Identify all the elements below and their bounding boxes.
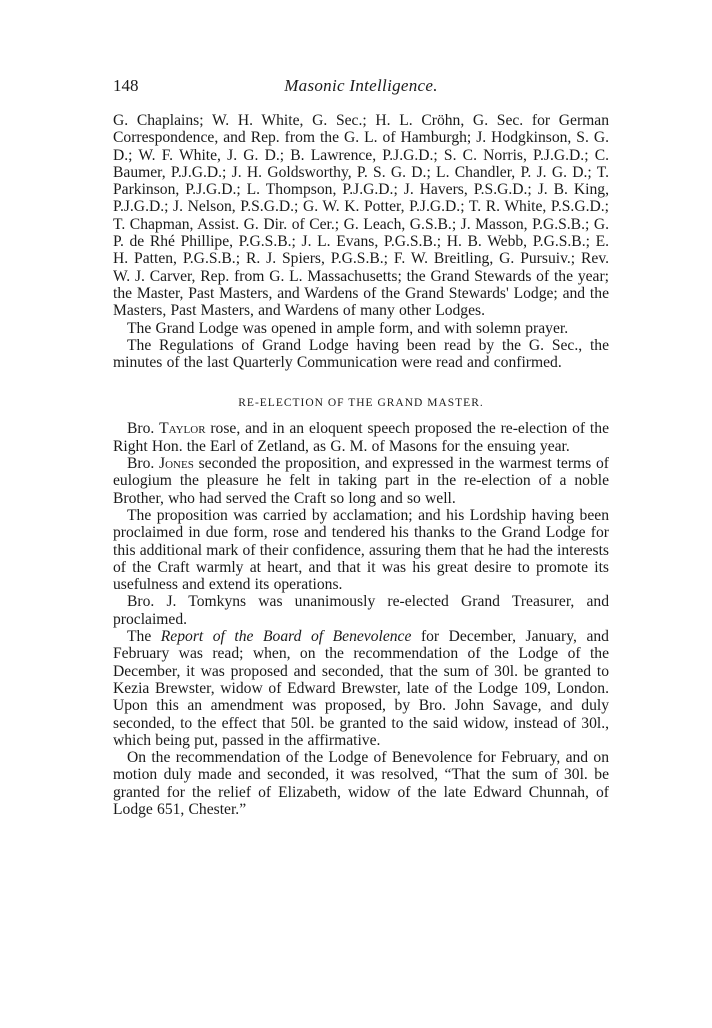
taylor-text: rose, and in an eloquent speech proposed the re-election of the Right Hon. the Earl of Zetland, as G. M. of Masons for the ensuing year. (113, 420, 609, 455)
benevolence-report-paragraph (113, 628, 609, 749)
section-heading: RE-ELECTION OF THE GRAND MASTER. (238, 397, 484, 410)
attendees-paragraph: G. Chaplains; W. H. White, G. Sec.; H. L. Cröhn, G. Sec. for German Correspondence, and Rep. from the G. L. of Hamburgh; J. Hodgkinson, S. G. D.; W. F. White, J. G. D.; B. Lawrence, P.J.G.D.; S. C. Norris, P.J.G.D.; C. Baumer, P.J.G.D.; J. H. Goldsworthy, P. S. G. D.; L. Chandler, P. J. G. D.; T. Parkinson, P.J.G.D.; L. Thompson, P.J.G.D.; J. Havers, P.S.G.D.; J. B. King, P.J.G.D.; J. Nelson, P.S.G.D.; G. W. K. Potter, P.J.G.D.; T. R. White, P.S.G.D.; T. Chapman, Assist. G. Dir. of Cer.; G. Leach, G.S.B.; J. Masson, P.G.S.B.; G. P. de Rhé Phillipe, P.G.S.B.; J. L. Evans, P.G.S.B.; H. B. Webb, P.G.S.B.; E. H. Patten, P.G.S.B.; R. J. Spiers, P.G.S.B.; F. W. Breitling, G. Pursuiv.; Rev. W. J. Carver, Rep. from G. L. Massachusetts; the Grand Stewards of the year; the Master, Past Masters, and Wardens of the Grand Stewards' Lodge; and the Masters, Past Masters, and Wardens of many other Lodges. (113, 112, 609, 320)
report-text: for December, January, and February was read; when, on the recommendation of the Lodge of the December, it was proposed and seconded, that the sum of 30l. be granted to Kezia Brewster, widow of Edward Brewster, late of the Lodge 109, London. Upon this an amendment was proposed, by Bro. John Savage, and duly seconded, to the effect that 50l. be granted to the said widow, instead of 30l., which being put, passed in the affirmative. (113, 628, 609, 749)
page-number: 148 (113, 76, 139, 95)
journal-title: Masonic Intelligence. (284, 76, 438, 95)
running-head (113, 76, 609, 102)
bro-prefix: Bro. (127, 420, 160, 438)
bro-prefix: Bro. (127, 455, 160, 473)
taylor-paragraph (113, 420, 609, 455)
speaker-name-taylor: Taylor (159, 420, 206, 438)
report-lead: The (127, 628, 161, 646)
jones-paragraph (113, 455, 609, 507)
resolution-paragraph: On the recommendation of the Lodge of Benevolence for February, and on motion duly made and seconded, it was resolved, “That the sum of 30l. be granted for the relief of Elizabeth, widow of the late Edward Chunnah, of Lodge 651, Chester.” (113, 749, 609, 818)
jones-text: seconded the proposition, and expressed in the warmest terms of eulogium the pleasure he felt in taking part in the re-election of a noble Brother, who had served the Craft so long and so well. (113, 455, 609, 507)
acclamation-paragraph: The proposition was carried by acclamation; and his Lordship having been proclaimed in due form, rose and tendered his thanks to the Grand Lodge for this additional mark of their confidence, assuring them that he had the interests of the Craft warmly at heart, and that it was his great desire to promote its usefulness and extend its operations. (113, 506, 609, 594)
opening-paragraph: The Grand Lodge was opened in ample form, and with solemn prayer. (127, 319, 569, 337)
speaker-name-jones: Jones (159, 455, 194, 473)
treasurer-paragraph: Bro. J. Tomkyns was unanimously re-elected Grand Treasurer, and proclaimed. (113, 593, 609, 628)
regulations-paragraph: The Regulations of Grand Lodge having been read by the G. Sec., the minutes of the last Quarterly Communication were read and confirmed. (113, 336, 609, 372)
page-content (113, 76, 609, 818)
report-title: Report of the Board of Benevolence (160, 628, 412, 646)
